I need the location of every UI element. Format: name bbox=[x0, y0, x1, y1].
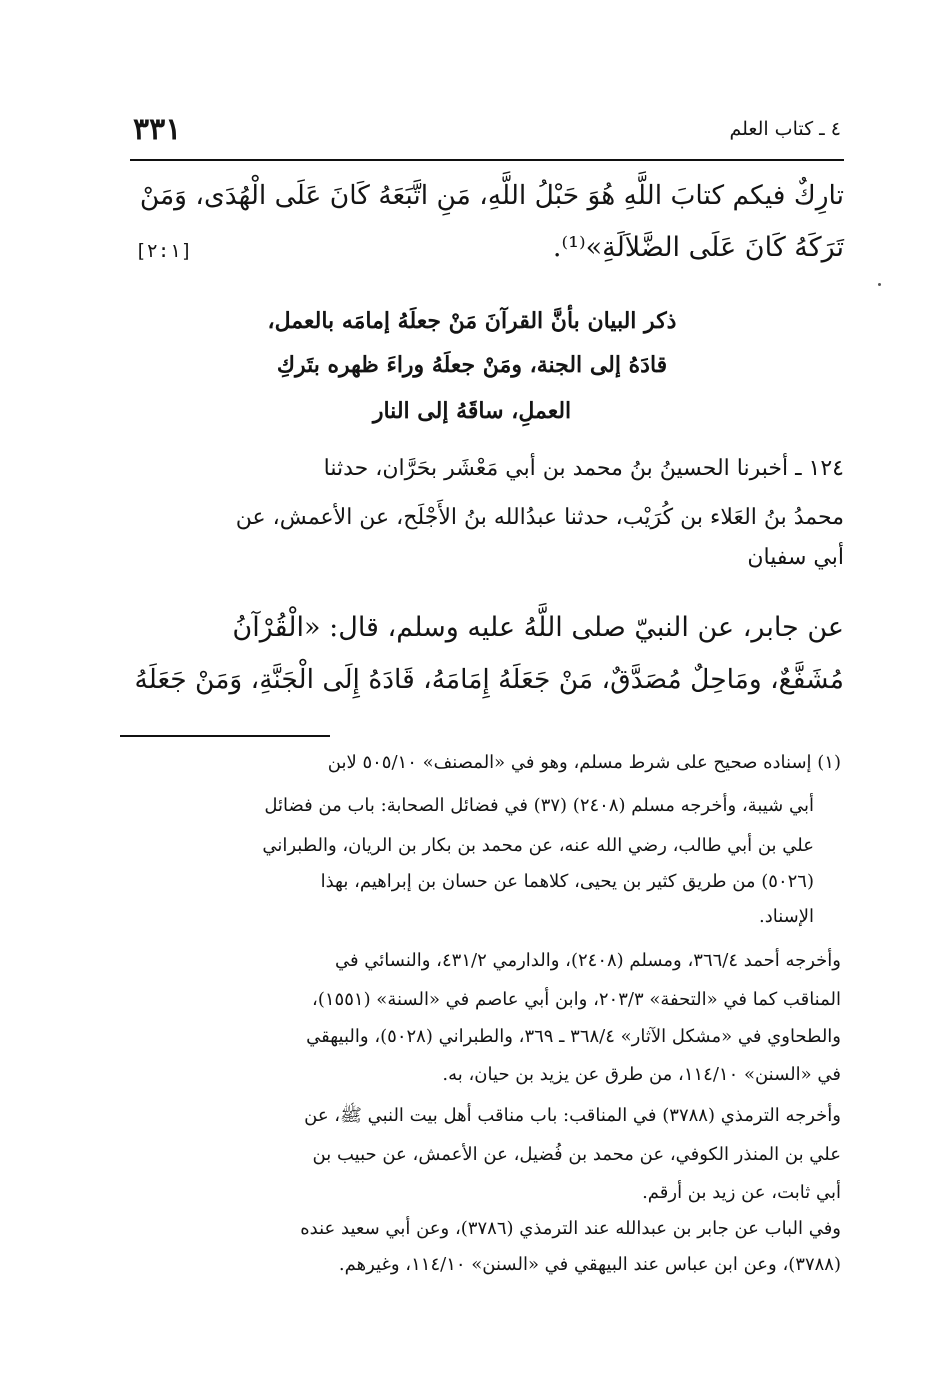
footnote-line: (٣٧٨٨)، وعن ابن عباس عند البيهقي في «السنن» ١١٤/١٠، وغيرهم. bbox=[338, 1254, 841, 1275]
footnote-rule bbox=[120, 735, 330, 737]
print-speck bbox=[878, 283, 881, 286]
matn-line-1: عن جابر، عن النبيّ صلى اللَّهُ عليه وسلم، قال: «الْقُرْآنُ bbox=[232, 612, 844, 643]
isnad-line-3: أبي سفيان bbox=[747, 545, 844, 570]
footnote-line: أبي شيبة، وأخرجه مسلم (٢٤٠٨) (٣٧) في فضائل الصحابة: باب من فضائل bbox=[264, 795, 814, 816]
page-number: ٣٣١ bbox=[133, 112, 182, 147]
footnote-line: في «السنن» ١١٤/١٠، من طرق عن يزيد بن حيان، به. bbox=[442, 1064, 841, 1085]
isnad-line-2: محمدُ بنُ العَلاء بن كُرَيْب، حدثنا عبدُالله بنُ الأَجْلَح، عن الأعمش، عن bbox=[235, 505, 844, 530]
chapter-heading-line-2: قادَهُ إلى الجنة، ومَنْ جعلَهُ وراءَ ظهره بتَركِ bbox=[276, 352, 668, 378]
footnote-line: (٥٠٢٦) من طريق كثير بن يحيى، كلاهما عن حسان بن إبراهيم، بهذا bbox=[320, 871, 814, 892]
footnote-line: وفي الباب عن جابر بن عبدالله عند الترمذي (٣٧٨٦)، وعن أبي سعيد عنده bbox=[300, 1218, 841, 1239]
chapter-heading-line-3: العملِ، ساقَهُ إلى النار bbox=[372, 398, 572, 424]
footnote-line: (١) إسناده صحيح على شرط مسلم، وهو في «المصنف» ٥٠٥/١٠ لابن bbox=[327, 752, 841, 773]
footnote-line: أبي ثابت، عن زيد بن أرقم. bbox=[642, 1182, 841, 1203]
isnad-line-1: ١٢٤ ـ أخبرنا الحسينُ بنُ محمد بن أبي مَعْشَر بحَرَّان، حدثنا bbox=[323, 456, 844, 481]
footnote-line: علي بن المنذر الكوفي، عن محمد بن فُضيل، عن الأعمش، عن حبيب بن bbox=[312, 1144, 841, 1165]
footnote-line: المناقب كما في «التحفة» ٢٠٣/٣، وابن أبي عاصم في «السنة» (١٥٥١)، bbox=[312, 989, 841, 1010]
hadith-reference: [٢:١] bbox=[135, 240, 193, 262]
matn-line-2: مُشَفَّعٌ، ومَاحِلٌ مُصَدَّقٌ، مَنْ جَعَلَهُ إِمَامَهُ، قَادَهُ إِلَى الْجَنَّةِ، وَمَنْ جَعَلَهُ bbox=[134, 664, 844, 695]
chapter-heading-line-1: ذكر البيان بأنَّ القرآنَ مَنْ جعلَهُ إمامَه بالعمل، bbox=[267, 308, 677, 334]
footnote-line: الإسناد. bbox=[758, 906, 814, 927]
opening-line-2: تَرَكَهُ كَانَ عَلَى الضَّلاَلَةِ»⁽¹⁾. bbox=[552, 232, 844, 263]
footnote-line: وأخرجه الترمذي (٣٧٨٨) في المناقب: باب مناقب أهل بيت النبي ﷺ، عن bbox=[304, 1105, 841, 1126]
opening-line-1: تارِكٌ فيكم كتابَ اللَّهِ هُوَ حَبْلُ اللَّهِ، مَنِ اتَّبَعَهُ كَانَ عَلَى الْهُدَى، وَمَنْ bbox=[139, 180, 844, 211]
header-rule bbox=[130, 159, 844, 161]
footnote-line: وأخرجه أحمد ٣٦٦/٤، ومسلم (٢٤٠٨)، والدارمي ٤٣١/٢، والنسائي في bbox=[334, 950, 841, 971]
running-title: ٤ ـ كتاب العلم bbox=[729, 118, 841, 140]
footnote-line: والطحاوي في «مشكل الآثار» ٣٦٨/٤ ـ ٣٦٩، والطبراني (٥٠٢٨)، والبيهقي bbox=[306, 1026, 841, 1047]
footnote-line: علي بن أبي طالب، رضي الله عنه، عن محمد بن بكار بن الريان، والطبراني bbox=[262, 835, 814, 856]
